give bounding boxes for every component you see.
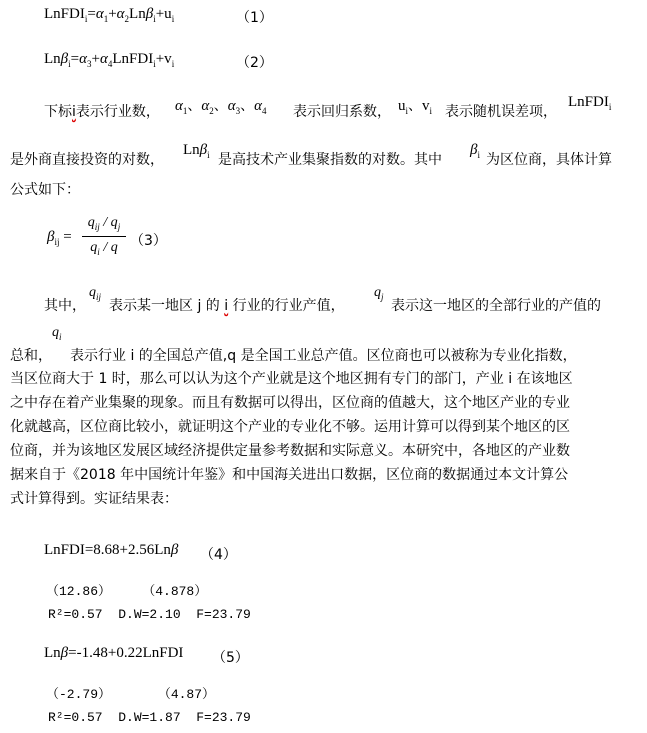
result-equation-4-number: （4） bbox=[200, 547, 237, 563]
para1-text-f: 为区位商，具体计算 bbox=[486, 152, 612, 168]
alpha-symbols: $\alpha_1$、$\alpha_2$、$\alpha_3$、$\alpha_4$ bbox=[175, 98, 267, 116]
result-equation-4-tstats: （12.86） （4.878） bbox=[46, 584, 208, 599]
para1-text-d: 是外商直接投资的对数， bbox=[10, 152, 164, 168]
result-equation-4: LnFDI=8.68+2.56Lnβ bbox=[44, 542, 179, 558]
para2-line-4: 之中存在着产业集聚的现象。而且有数据可以得出，区位商的值越大，这个地区产业的专业 bbox=[10, 395, 570, 411]
lnbeta-symbol: Lnβ$_i$ bbox=[183, 142, 210, 160]
para1-text-c: 表示随机误差项， bbox=[445, 104, 557, 120]
para2-text-a: 其中， bbox=[44, 298, 86, 314]
result-equation-4-stats: R²=0.57 D.W=2.10 F=23.79 bbox=[48, 607, 251, 622]
para2-line-6: 位商，并为该地区发展区域经济提供定量参考数据和实际意义。本研究中，各地区的产业数 bbox=[10, 443, 570, 459]
para1-text-e: 是高技术产业集聚指数的对数。其中 bbox=[218, 152, 442, 168]
para2-line-3: 当区位商大于 1 时，那么可以认为这个产业就是这个地区拥有专门的部门，产业 i 在该地区 bbox=[10, 371, 573, 387]
equation-2-number: （2） bbox=[236, 55, 273, 71]
equation-3-denominator: $q_i$ / q bbox=[90, 240, 118, 257]
equation-1: $LnFDI_i=\alpha_1+\alpha_2Ln\beta_i+u_i$ bbox=[44, 6, 175, 24]
qi-symbol: $q_i$ bbox=[52, 325, 62, 342]
para2-line-5: 化就越高，区位商比较小，就证明这个产业的专业化不够。运用计算可以得到某个地区的区 bbox=[10, 419, 570, 435]
para2-text-e: 表示行业 i 的全国总产值,q 是全国工业总产值。区位商也可以被称为专业化指数， bbox=[70, 348, 577, 364]
equation-3-numerator: $q_{ij} / q_j$ bbox=[87, 215, 121, 232]
error-terms: $u_i$、$v_i$ bbox=[398, 98, 433, 116]
result-equation-5: Lnβ=-1.48+0.22LnFDI bbox=[44, 645, 184, 661]
para2-text-d: 总和， bbox=[10, 348, 52, 364]
para2-line-8: 式计算得到。实证结果表： bbox=[10, 491, 178, 507]
para1-text-g: 公式如下： bbox=[10, 182, 80, 198]
qij-symbol: $q_{ij}$ bbox=[89, 285, 102, 302]
para2-text-b: 表示某一地区 j 的 i 行业的行业产值， bbox=[109, 298, 345, 314]
equation-1-number: （1） bbox=[236, 10, 273, 26]
para2-line-7: 据来自于《2018 年中国统计年鉴》和中国海关进出口数据，区位商的数据通过本文计算公 bbox=[10, 467, 569, 483]
result-equation-5-tstats: （-2.79） （4.87） bbox=[46, 687, 216, 702]
equation-3-lhs: $\beta_{ij}$ = bbox=[47, 229, 72, 247]
qj-symbol: $q_j$ bbox=[374, 285, 384, 302]
para1-text-a: 下标i表示行业数， bbox=[44, 104, 160, 120]
equation-3-number: （3） bbox=[130, 233, 167, 249]
lnfdi-symbol: LnFDI$_i$ bbox=[568, 94, 612, 112]
para1-text-b: 表示回归系数， bbox=[293, 104, 391, 120]
result-equation-5-stats: R²=0.57 D.W=1.87 F=23.79 bbox=[48, 710, 251, 725]
result-equation-5-number: （5） bbox=[212, 650, 249, 666]
equation-3-fraction-bar bbox=[82, 236, 126, 237]
beta-symbol: $\beta_i$ bbox=[470, 142, 480, 160]
equation-2: $Ln\beta_i=\alpha_3+\alpha_4LnFDI_i+v_i$ bbox=[44, 51, 175, 69]
para2-text-c: 表示这一地区的全部行业的产值的 bbox=[391, 298, 601, 314]
